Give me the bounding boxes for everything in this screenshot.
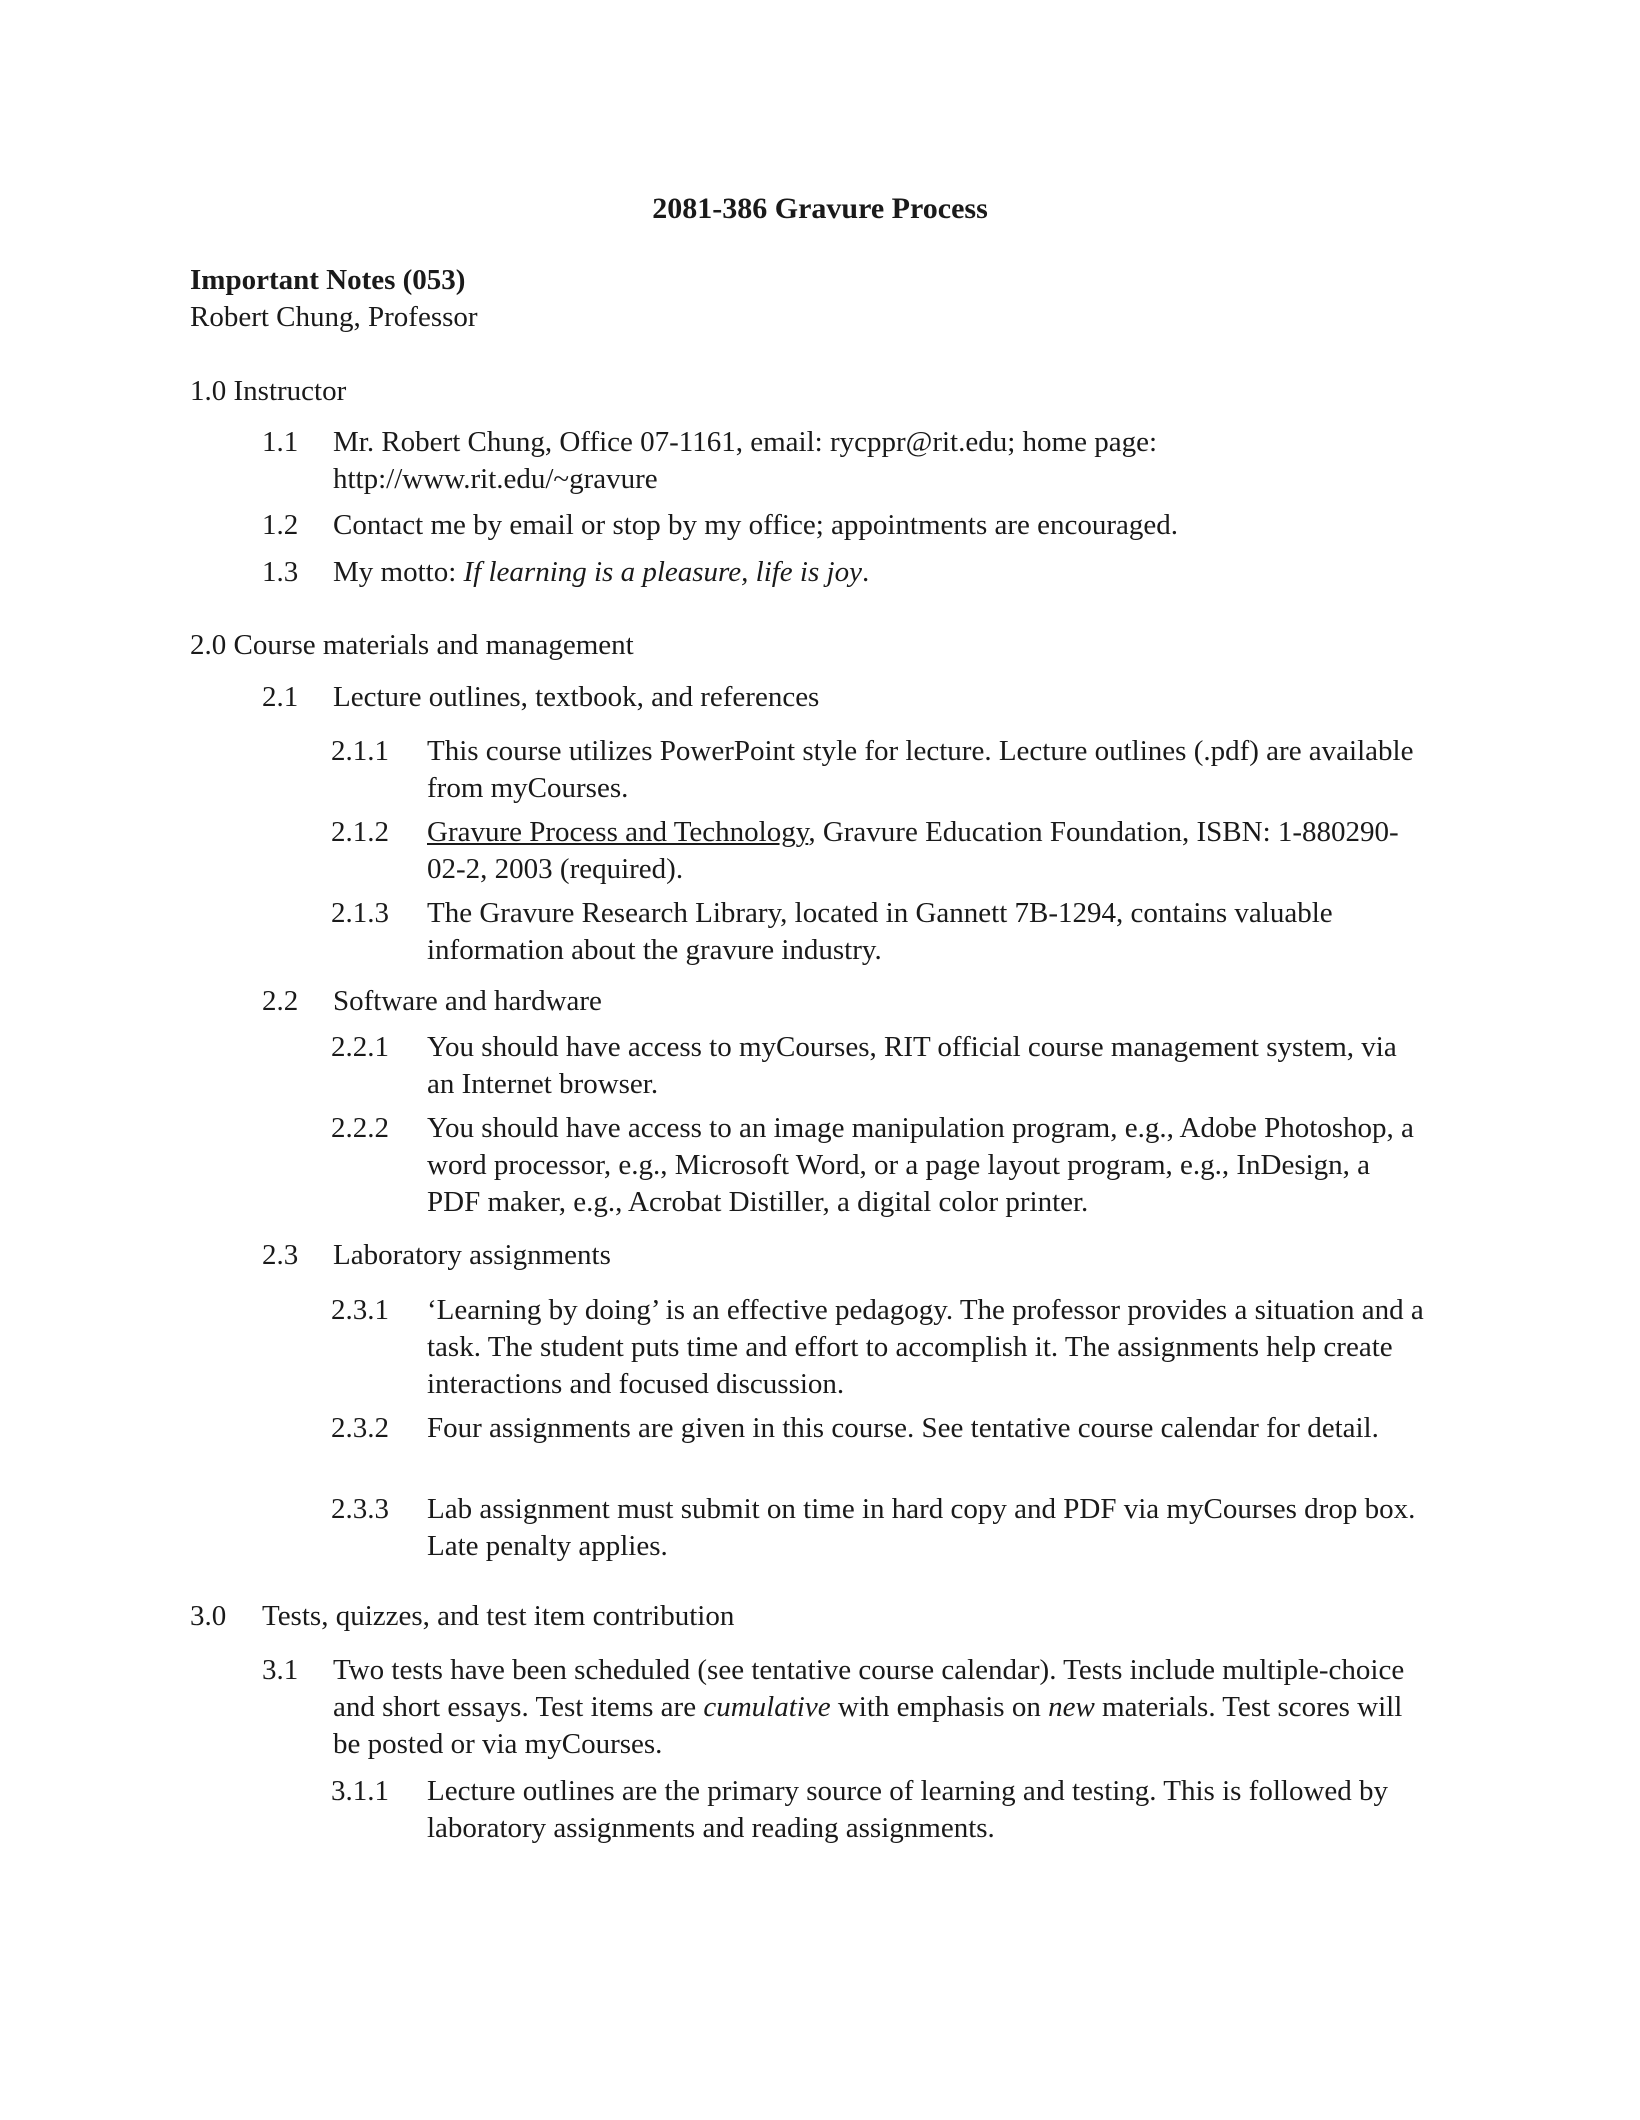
item-2-2 (262, 983, 1427, 1020)
item-text (333, 554, 1427, 591)
item-text: Laboratory assignments (333, 1239, 611, 1271)
item-text: Lecture outlines, textbook, and references (333, 681, 820, 713)
item-2-3-2 (331, 1410, 1427, 1447)
item-2-1-3 (331, 895, 1427, 969)
item-text: You should have access to an image manipulation program, e.g., Adobe Photoshop, a word processor, e.g., Microsoft Word, or a page layout program, e.g., InDesign, a PDF maker, e.g., Acrobat Distiller, a digital color printer. (427, 1112, 1414, 1218)
item-number: 3.1 (262, 1654, 299, 1686)
text-segment: materials. Test scores will be posted or via myCourses. (333, 1690, 1403, 1760)
item-1-2 (262, 507, 1427, 544)
section-3-heading (190, 1598, 1427, 1635)
section-number: 3.0 (190, 1600, 227, 1632)
professor-line: Robert Chung, Professor (190, 301, 478, 333)
item-number: 2.2 (262, 985, 299, 1017)
item-text: Lecture outlines are the primary source of learning and testing. This is followed by laboratory assignments and reading assignments. (427, 1775, 1389, 1844)
item-2-1-1 (331, 733, 1427, 807)
item-number: 3.1.1 (331, 1775, 389, 1807)
item-text: The Gravure Research Library, located in Gannett 7B-1294, contains valuable information about the gravure industry. (427, 897, 1333, 966)
item-2-3 (262, 1237, 1427, 1274)
item-number: 2.1.1 (331, 735, 389, 767)
item-number: 1.1 (262, 426, 299, 458)
item-number: 2.3.2 (331, 1412, 389, 1444)
item-1-1 (262, 424, 1427, 498)
item-number: 2.1.3 (331, 897, 389, 929)
motto-suffix: . (861, 556, 870, 588)
item-text: ‘Learning by doing’ is an effective pedagogy. The professor provides a situation and a task. The student puts time and effort to accomplish it. The assignments help create interactions and focused discussion. (427, 1294, 1424, 1400)
item-number: 1.2 (262, 509, 299, 541)
textbook-title: Gravure Process and Technology (427, 816, 809, 848)
item-number: 2.2.1 (331, 1031, 389, 1063)
item-text (333, 1652, 1427, 1762)
notes-heading: Important Notes (053) (190, 264, 466, 296)
item-number: 1.3 (262, 556, 299, 588)
item-number: 2.3.1 (331, 1294, 389, 1326)
item-2-2-2 (331, 1110, 1427, 1220)
item-text: You should have access to myCourses, RIT official course management system, via an Internet browser. (427, 1031, 1397, 1100)
item-2-3-3 (331, 1491, 1427, 1565)
item-text: Mr. Robert Chung, Office 07-1161, email: rycppr@rit.edu; home page: http://www.rit.edu/~gravure (333, 426, 1158, 495)
item-number: 2.2.2 (331, 1112, 389, 1144)
item-text: Lab assignment must submit on time in hard copy and PDF via myCourses drop box. Late penalty applies. (427, 1493, 1416, 1562)
motto-text: If learning is a pleasure, life is joy (463, 556, 862, 588)
item-3-1 (262, 1652, 1427, 1762)
item-2-1-2 (331, 814, 1427, 888)
item-2-3-1 (331, 1292, 1427, 1402)
section-1-heading: 1.0 Instructor (190, 375, 347, 407)
text-segment: with emphasis on (830, 1690, 1049, 1723)
item-3-1-1 (331, 1773, 1427, 1847)
item-number: 2.3 (262, 1239, 299, 1271)
emphasis-cumulative: cumulative (703, 1690, 831, 1723)
document-title: 2081-386 Gravure Process (652, 192, 988, 225)
emphasis-new: new (1048, 1690, 1095, 1723)
item-2-1 (262, 679, 1427, 716)
text-segment: Two tests have been scheduled (see tentative course calendar). Tests include multiple-choice and short essays. Test items are (333, 1654, 1405, 1723)
item-text: This course utilizes PowerPoint style for lecture. Lecture outlines (.pdf) are available from myCourses. (427, 735, 1414, 804)
motto-prefix: My motto: (333, 556, 464, 588)
section-2-heading: 2.0 Course materials and management (190, 629, 634, 661)
item-number: 2.3.3 (331, 1493, 389, 1525)
item-text: Contact me by email or stop by my office; appointments are encouraged. (333, 509, 1179, 541)
item-number: 2.1 (262, 681, 299, 713)
item-text (427, 814, 1427, 888)
item-text: Software and hardware (333, 985, 602, 1017)
item-1-3 (262, 554, 1427, 591)
item-text: Four assignments are given in this course. See tentative course calendar for detail. (427, 1412, 1379, 1444)
item-number: 2.1.2 (331, 816, 389, 848)
item-2-2-1 (331, 1029, 1427, 1103)
section-title: Tests, quizzes, and test item contribution (262, 1600, 735, 1632)
textbook-details: , Gravure Education Foundation, ISBN: 1-880290-02-2, 2003 (required). (427, 816, 1399, 885)
